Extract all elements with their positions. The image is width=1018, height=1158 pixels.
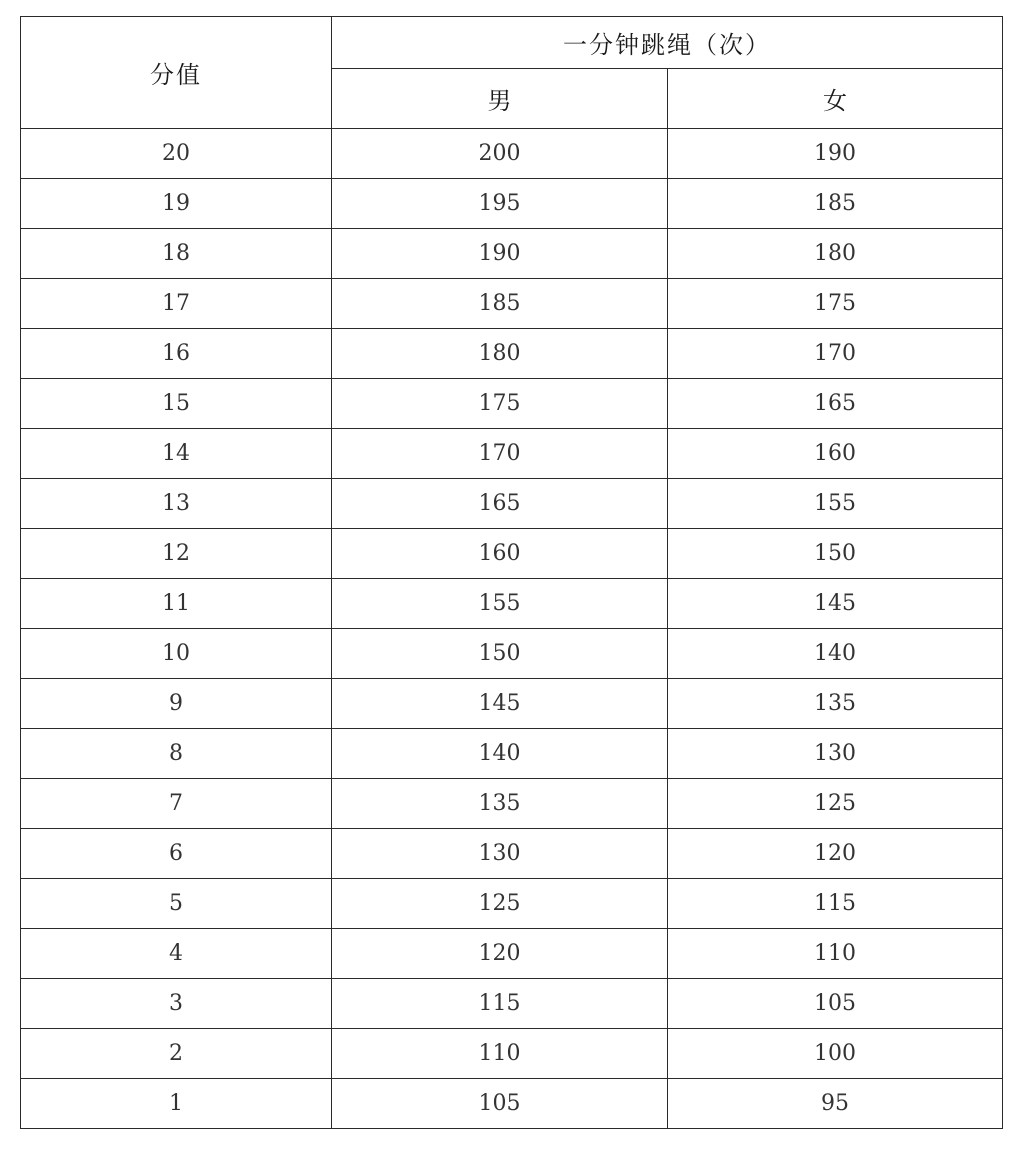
score-cell: 3 (21, 979, 332, 1029)
score-cell: 7 (21, 779, 332, 829)
score-cell: 17 (21, 279, 332, 329)
score-cell: 11 (21, 579, 332, 629)
female-count-cell: 130 (668, 729, 1003, 779)
table-row (21, 1079, 1003, 1129)
female-count-cell: 95 (668, 1079, 1003, 1129)
male-count-cell: 170 (332, 429, 668, 479)
score-cell: 14 (21, 429, 332, 479)
score-cell: 9 (21, 679, 332, 729)
female-count-cell: 180 (668, 229, 1003, 279)
score-cell: 20 (21, 129, 332, 179)
male-count-cell: 115 (332, 979, 668, 1029)
male-count-cell: 195 (332, 179, 668, 229)
one-minute-rope-skipping-header: 一分钟跳绳（次） (332, 17, 1003, 69)
male-count-cell: 135 (332, 779, 668, 829)
male-count-cell: 110 (332, 1029, 668, 1079)
table-row (21, 679, 1003, 729)
female-count-cell: 155 (668, 479, 1003, 529)
male-count-cell: 160 (332, 529, 668, 579)
table-body (21, 129, 1003, 1129)
female-count-cell: 175 (668, 279, 1003, 329)
female-count-cell: 100 (668, 1029, 1003, 1079)
male-count-cell: 190 (332, 229, 668, 279)
female-count-cell: 165 (668, 379, 1003, 429)
female-count-cell: 160 (668, 429, 1003, 479)
female-count-cell: 150 (668, 529, 1003, 579)
table-row (21, 1029, 1003, 1079)
table-row (21, 429, 1003, 479)
table-row (21, 479, 1003, 529)
table-row (21, 379, 1003, 429)
male-count-cell: 200 (332, 129, 668, 179)
female-count-cell: 135 (668, 679, 1003, 729)
male-count-cell: 150 (332, 629, 668, 679)
table-row (21, 879, 1003, 929)
table-row (21, 729, 1003, 779)
table-row (21, 779, 1003, 829)
female-count-cell: 110 (668, 929, 1003, 979)
table-row (21, 929, 1003, 979)
table-row (21, 329, 1003, 379)
score-cell: 15 (21, 379, 332, 429)
table-row (21, 829, 1003, 879)
female-count-cell: 190 (668, 129, 1003, 179)
male-count-cell: 180 (332, 329, 668, 379)
score-cell: 18 (21, 229, 332, 279)
table-row (21, 579, 1003, 629)
male-count-cell: 145 (332, 679, 668, 729)
rope-skipping-score-table (20, 16, 1003, 1129)
score-cell: 5 (21, 879, 332, 929)
table-row (21, 229, 1003, 279)
male-count-cell: 175 (332, 379, 668, 429)
table-row (21, 629, 1003, 679)
female-count-cell: 105 (668, 979, 1003, 1029)
score-cell: 13 (21, 479, 332, 529)
score-cell: 8 (21, 729, 332, 779)
score-cell: 2 (21, 1029, 332, 1079)
female-count-cell: 170 (668, 329, 1003, 379)
female-count-cell: 120 (668, 829, 1003, 879)
male-header: 男 (332, 69, 668, 129)
score-cell: 6 (21, 829, 332, 879)
male-count-cell: 140 (332, 729, 668, 779)
male-count-cell: 155 (332, 579, 668, 629)
male-count-cell: 120 (332, 929, 668, 979)
male-count-cell: 165 (332, 479, 668, 529)
table-header-row (21, 17, 1003, 69)
female-count-cell: 185 (668, 179, 1003, 229)
male-count-cell: 185 (332, 279, 668, 329)
table-row (21, 279, 1003, 329)
score-cell: 12 (21, 529, 332, 579)
male-count-cell: 130 (332, 829, 668, 879)
score-header: 分值 (21, 17, 332, 129)
table-row (21, 179, 1003, 229)
female-count-cell: 140 (668, 629, 1003, 679)
score-cell: 4 (21, 929, 332, 979)
table-row (21, 129, 1003, 179)
score-cell: 16 (21, 329, 332, 379)
female-count-cell: 115 (668, 879, 1003, 929)
female-count-cell: 145 (668, 579, 1003, 629)
score-cell: 19 (21, 179, 332, 229)
male-count-cell: 125 (332, 879, 668, 929)
male-count-cell: 105 (332, 1079, 668, 1129)
female-count-cell: 125 (668, 779, 1003, 829)
female-header: 女 (668, 69, 1003, 129)
table-row (21, 529, 1003, 579)
score-cell: 1 (21, 1079, 332, 1129)
table-row (21, 979, 1003, 1029)
score-cell: 10 (21, 629, 332, 679)
